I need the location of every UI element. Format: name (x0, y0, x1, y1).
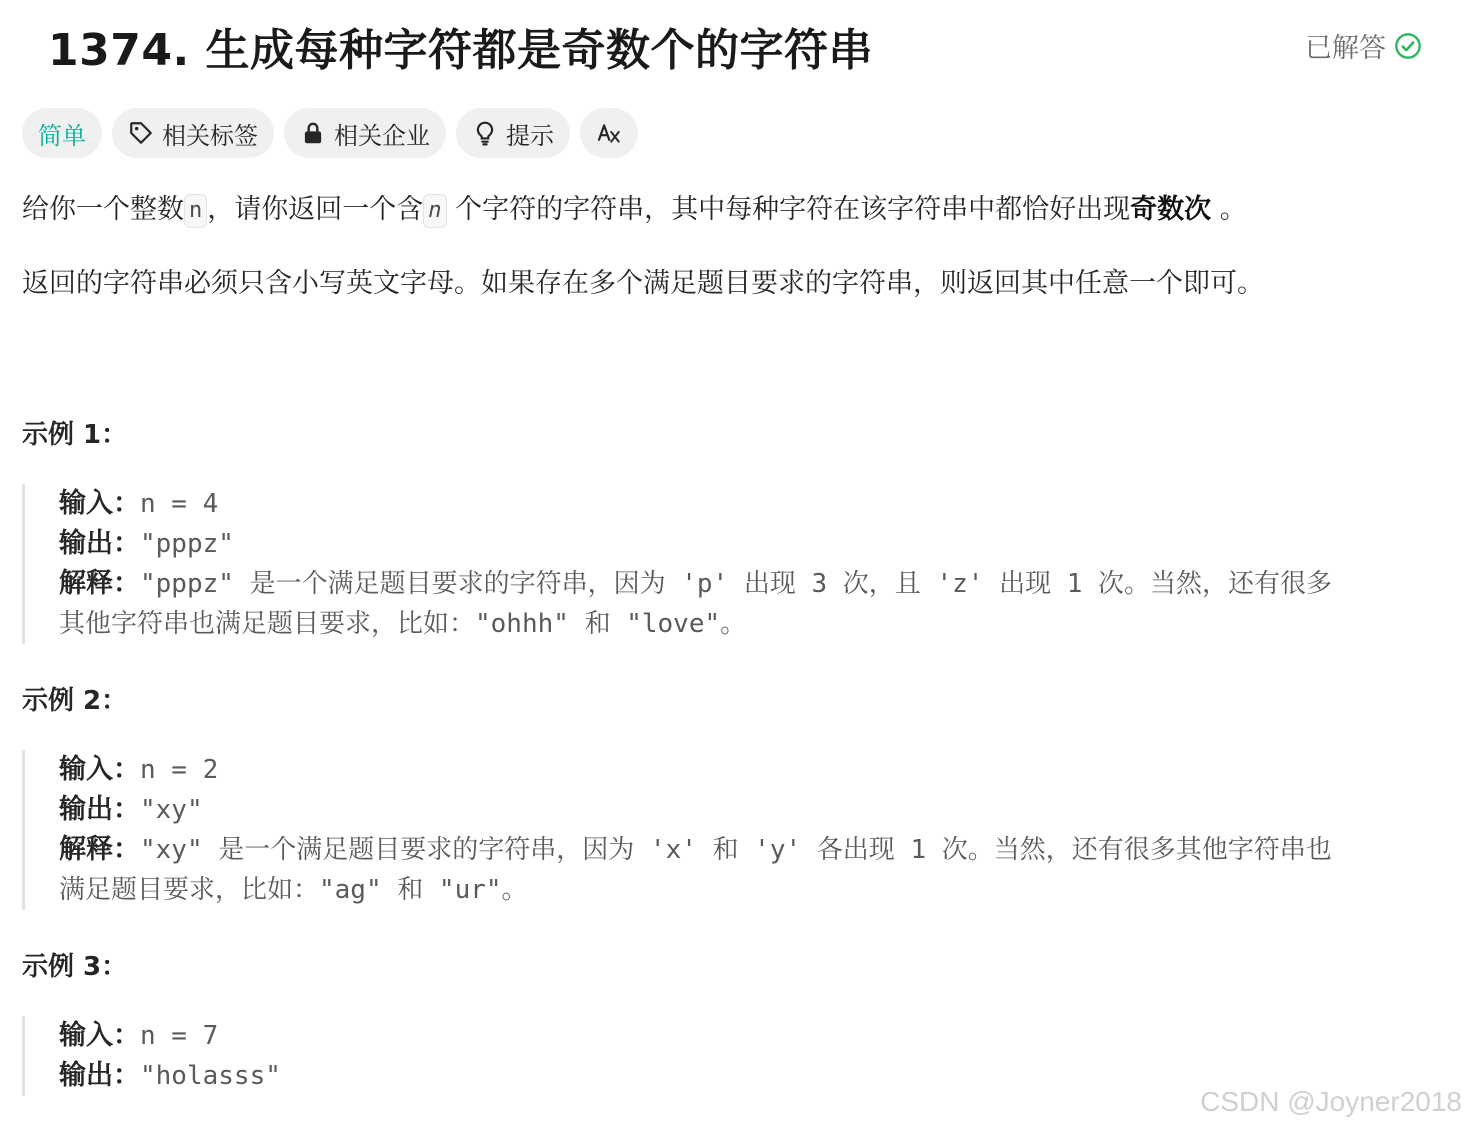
output-label: 输出： (59, 794, 140, 825)
output-value: "holasss" (140, 1061, 281, 1091)
example-input-row (59, 484, 1432, 524)
input-value: n = 7 (140, 1021, 219, 1051)
explain-text: "xy" 是一个满足题目要求的字符串，因为 'x' 和 'y' 各出现 1 次。当然，还有很多其他字符串也 (140, 835, 1332, 865)
description-text: ，请你返回一个含 (207, 194, 424, 225)
example-explain-row (59, 564, 1432, 604)
description-text: 。 (1219, 194, 1247, 225)
example-2-title: 示例 2： (22, 686, 128, 716)
example-explain-row (59, 830, 1432, 870)
output-value: "pppz" (140, 529, 234, 559)
explain-label: 解释： (59, 568, 140, 599)
input-value: n = 2 (140, 755, 219, 785)
example-input-row (59, 1016, 1432, 1056)
inline-code-n: n (184, 194, 207, 228)
explain-text: "pppz" 是一个满足题目要求的字符串，因为 'p' 出现 3 次，且 'z' 出现 1 次。当然，还有很多 (140, 569, 1333, 599)
explain-text-continued: 其他字符串也满足题目要求，比如："ohhh" 和 "love"。 (59, 609, 747, 639)
tag-bar (22, 108, 638, 158)
input-label: 输入： (59, 1020, 140, 1051)
explain-label: 解释： (59, 834, 140, 865)
tag-icon (128, 120, 154, 146)
example-output-row (59, 790, 1432, 830)
explain-text-continued: 满足题目要求，比如："ag" 和 "ur"。 (59, 875, 528, 905)
watermark: CSDN @Joyner2018 (1200, 1086, 1462, 1117)
lock-icon (300, 120, 326, 146)
description-paragraph-2: 返回的字符串必须只含小写英文字母。如果存在多个满足题目要求的字符串，则返回其中任意一个即可。 (22, 268, 1264, 299)
translate-button[interactable] (580, 108, 638, 158)
example-2-block (22, 750, 1432, 910)
related-tags-button[interactable] (112, 108, 274, 158)
related-tags-label: 相关标签 (162, 121, 258, 150)
input-label: 输入： (59, 754, 140, 785)
problem-title: 1374. 生成每种字符都是奇数个的字符串 (48, 25, 873, 76)
solved-label: 已解答 (1305, 33, 1386, 64)
inline-code-n-italic: n (423, 194, 446, 228)
output-label: 输出： (59, 1060, 140, 1091)
example-input-row (59, 750, 1432, 790)
example-1-block (22, 484, 1432, 644)
example-3-block (22, 1016, 1432, 1096)
related-companies-button[interactable] (284, 108, 446, 158)
difficulty-badge[interactable] (22, 108, 102, 158)
check-circle-icon (1394, 32, 1422, 60)
emphasis-odd-times: 奇数次 (1130, 194, 1212, 225)
description-paragraph (22, 186, 1442, 234)
problem-description (22, 186, 1442, 308)
solved-status (1305, 26, 1422, 65)
input-label: 输入： (59, 488, 140, 519)
hint-button[interactable] (456, 108, 570, 158)
example-1-title: 示例 1： (22, 420, 128, 450)
output-label: 输出： (59, 528, 140, 559)
hint-label: 提示 (506, 121, 554, 150)
example-3-title: 示例 3： (22, 952, 128, 982)
lightbulb-icon (472, 120, 498, 146)
difficulty-label: 简单 (38, 121, 86, 150)
description-text: 给你一个整数 (22, 194, 184, 225)
input-value: n = 4 (140, 489, 219, 519)
description-text: 个字符的字符串，其中每种字符在该字符串中都恰好出现 (455, 194, 1131, 225)
translate-icon (596, 120, 622, 146)
related-companies-label: 相关企业 (334, 121, 430, 150)
problem-header (24, 0, 1442, 92)
example-output-row (59, 524, 1432, 564)
output-value: "xy" (140, 795, 203, 825)
